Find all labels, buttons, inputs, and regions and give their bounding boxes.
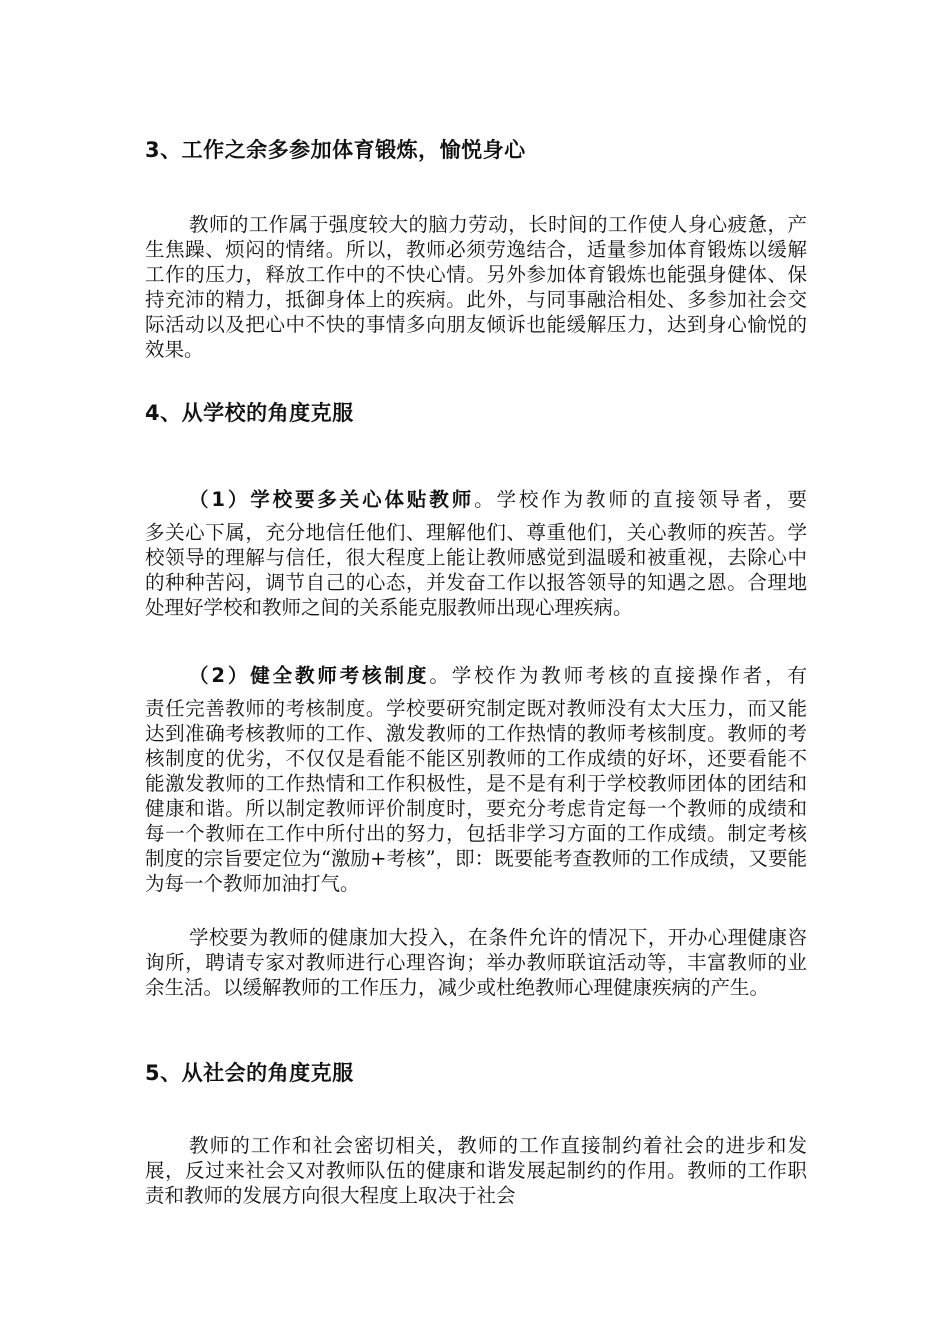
section-4-item-2-first-text: 。学校作为教师考核的直接操作者，有 (429, 664, 807, 687)
line-gap (145, 512, 807, 520)
section-5-heading: 5、从社会的角度克服 (145, 1061, 354, 1085)
section-4-item-1-first-line (145, 487, 807, 512)
section-4-heading: 4、从学校的角度克服 (145, 401, 354, 425)
section-4-item-1-lead: （1）学校要多关心体贴教师 (189, 488, 475, 511)
section-4-item-2-paragraph (145, 663, 807, 896)
section-4-item-1-paragraph (145, 487, 807, 620)
section-4-item-2-body: 责任完善教师的考核制度。学校要研究制定既对教师没有太大压力，而又能达到准确考核教师的工作、激发教师的工作热情的教师考核制度。教师的考核制度的优劣，不仅仅是看能不能区别教师的工作成绩的好坏，还要看能不能激发教师的工作热情和工作积极性，是不是有利于学校教师团体的团结和健康和谐。所以制定教师评价制度时，要充分考虑肯定每一个教师的成绩和每一个教师在工作中所付出的努力，包括非学习方面的工作成绩。制定考核制度的宗旨要定位为“激励+考核”，即：既要能考查教师的工作成绩，又要能为每一个教师加油打气。 (145, 697, 807, 895)
section-4-item-1-body: 多关心下属，充分地信任他们、理解他们、尊重他们，关心教师的疾苦。学校领导的理解与信任，很大程度上能让教师感觉到温暖和被重视，去除心中的种种苦闷，调节自己的心态，并发奋工作以报答领导的知遇之恩。合理地处理好学校和教师之间的关系能克服教师出现心理疾病。 (145, 521, 807, 619)
section-4-item-3-paragraph: 学校要为教师的健康加大投入，在条件允许的情况下，开办心理健康咨询所，聘请专家对教师进行心理咨询；举办教师联谊活动等，丰富教师的业余生活。以缓解教师的工作压力，减少或杜绝教师心理健康疾病的产生。 (145, 926, 807, 999)
section-4-item-2-lead: （2）健全教师考核制度 (189, 664, 430, 687)
section-3-paragraph: 教师的工作属于强度较大的脑力劳动，长时间的工作使人身心疲惫，产生焦躁、烦闷的情绪。所以，教师必须劳逸结合，适量参加体育锻炼以缓解工作的压力，释放工作中的不快心情。另外参加体育锻炼也能强身健体、保持充沛的精力，抵御身体上的疾病。此外，与同事融洽相处、多参加社会交际活动以及把心中不快的事情多向朋友倾诉也能缓解压力，达到身心愉悦的效果。 (145, 213, 807, 361)
section-4-item-2-first-line (145, 663, 807, 688)
section-3-heading: 3、工作之余多参加体育锻炼，愉悦身心 (145, 138, 526, 162)
section-5-paragraph: 教师的工作和社会密切相关，教师的工作直接制约着社会的进步和发展，反过来社会又对教师队伍的健康和谐发展起制约的作用。教师的工作职责和教师的发展方向很大程度上取决于社会 (145, 1134, 807, 1207)
line-gap (145, 688, 807, 696)
section-4-item-1-first-text: 。学校作为教师的直接领导者，要 (474, 488, 807, 511)
